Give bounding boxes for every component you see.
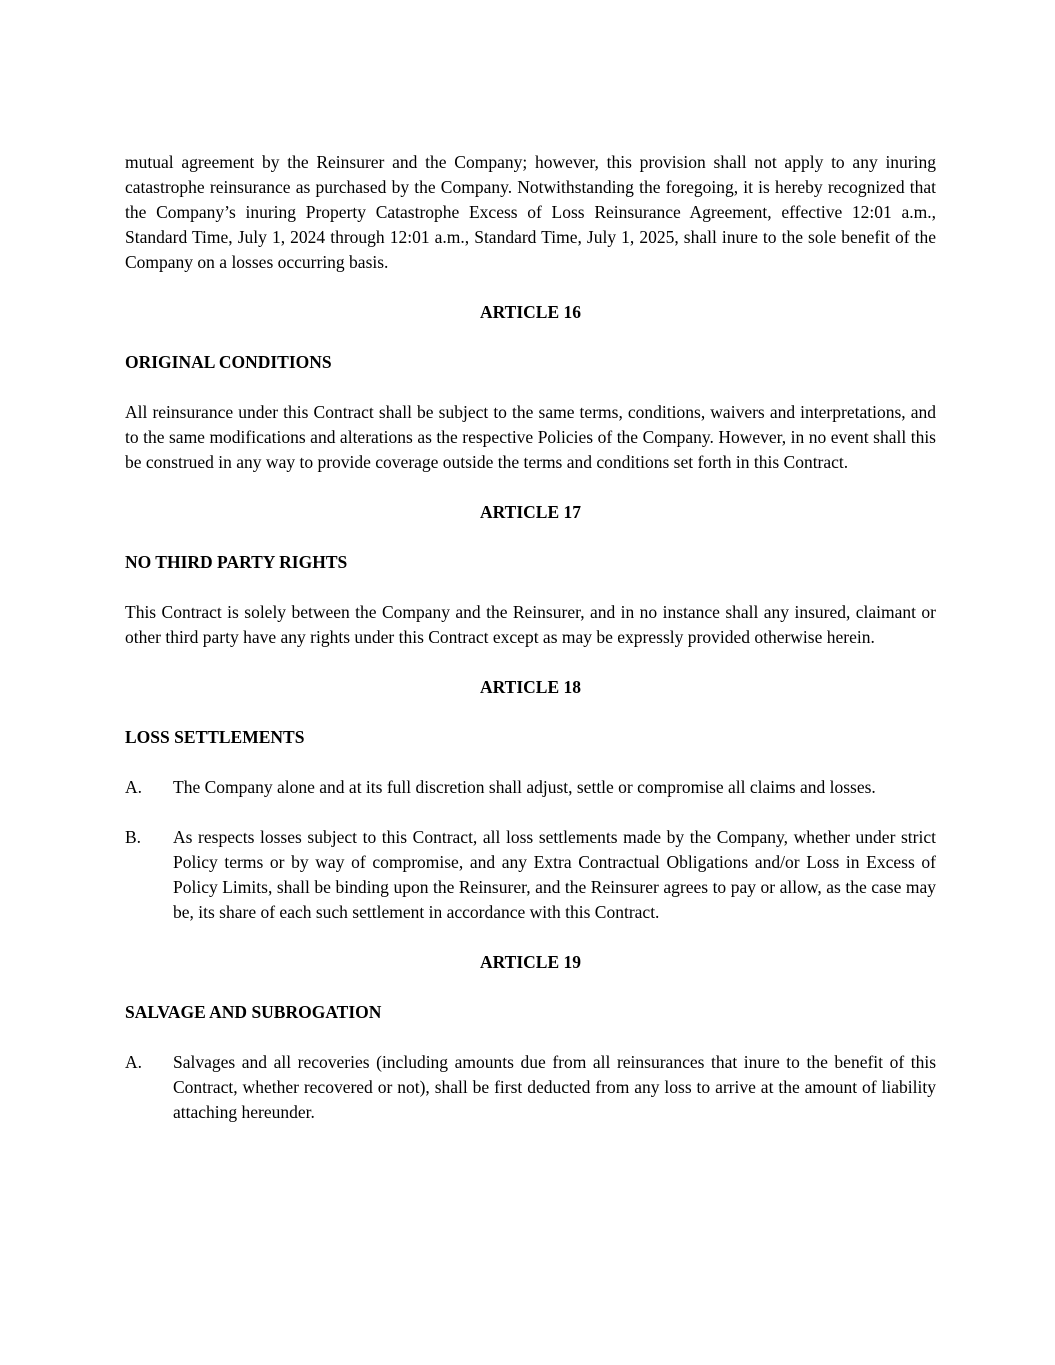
article-16-paragraph: All reinsurance under this Contract shall be subject to the same terms, conditions, waivers and interpretations, and to the same modifications and alterations as the respective Policies of the Company. However, in no event shall this be construed in any way to provide coverage outside the terms and conditions set forth in this Contract. [125,402,936,472]
list-item-label: B. [125,827,142,847]
list-item-text: As respects losses subject to this Contract, all loss settlements made by the Company, whether under strict Policy terms or by way of compromise, and any Extra Contractual Obligations and/or Loss in Excess of Policy Limits, shall be binding upon the Reinsurer, and the Reinsurer agrees to pay or allow, as the case may be, its share of each such settlement in accordance with this Contract. [173,827,936,922]
list-item-label: A. [125,1052,143,1072]
list-item-text: The Company alone and at its full discretion shall adjust, settle or compromise all claims and losses. [173,777,876,797]
article-19-heading: ARTICLE 19 [479,952,581,972]
lead-paragraph: mutual agreement by the Reinsurer and the Company; however, this provision shall not apply to any inuring catastrophe reinsurance as purchased by the Company. Notwithstanding the foregoing, it is hereby recognized that the Company’s inuring Property Catastrophe Excess of Loss Reinsurance Agreement, effective 12:01 a.m., Standard Time, July 1, 2024 through 12:01 a.m., Standard Time, July 1, 2025, shall inure to the sole benefit of the Company on a losses occurring basis. [125,152,936,272]
article-18-item-a [125,775,936,800]
article-19-item-a [125,1050,936,1125]
article-19-title: SALVAGE AND SUBROGATION [125,1002,382,1022]
article-18-title: LOSS SETTLEMENTS [125,727,305,747]
article-16-title: ORIGINAL CONDITIONS [125,352,332,372]
article-16-heading: ARTICLE 16 [479,302,581,322]
article-18-item-b [125,825,936,925]
list-item-text: Salvages and all recoveries (including amounts due from all reinsurances that inure to the benefit of this Contract, whether recovered or not), shall be first deducted from any loss to arrive at the amount of liability attaching hereunder. [173,1052,936,1122]
article-17-paragraph: This Contract is solely between the Company and the Reinsurer, and in no instance shall any insured, claimant or other third party have any rights under this Contract except as may be expressly provided otherwise herein. [125,602,936,647]
article-18-heading: ARTICLE 18 [479,677,581,697]
list-item-label: A. [125,777,143,797]
article-17-title: NO THIRD PARTY RIGHTS [125,552,348,572]
article-17-heading: ARTICLE 17 [479,502,581,522]
